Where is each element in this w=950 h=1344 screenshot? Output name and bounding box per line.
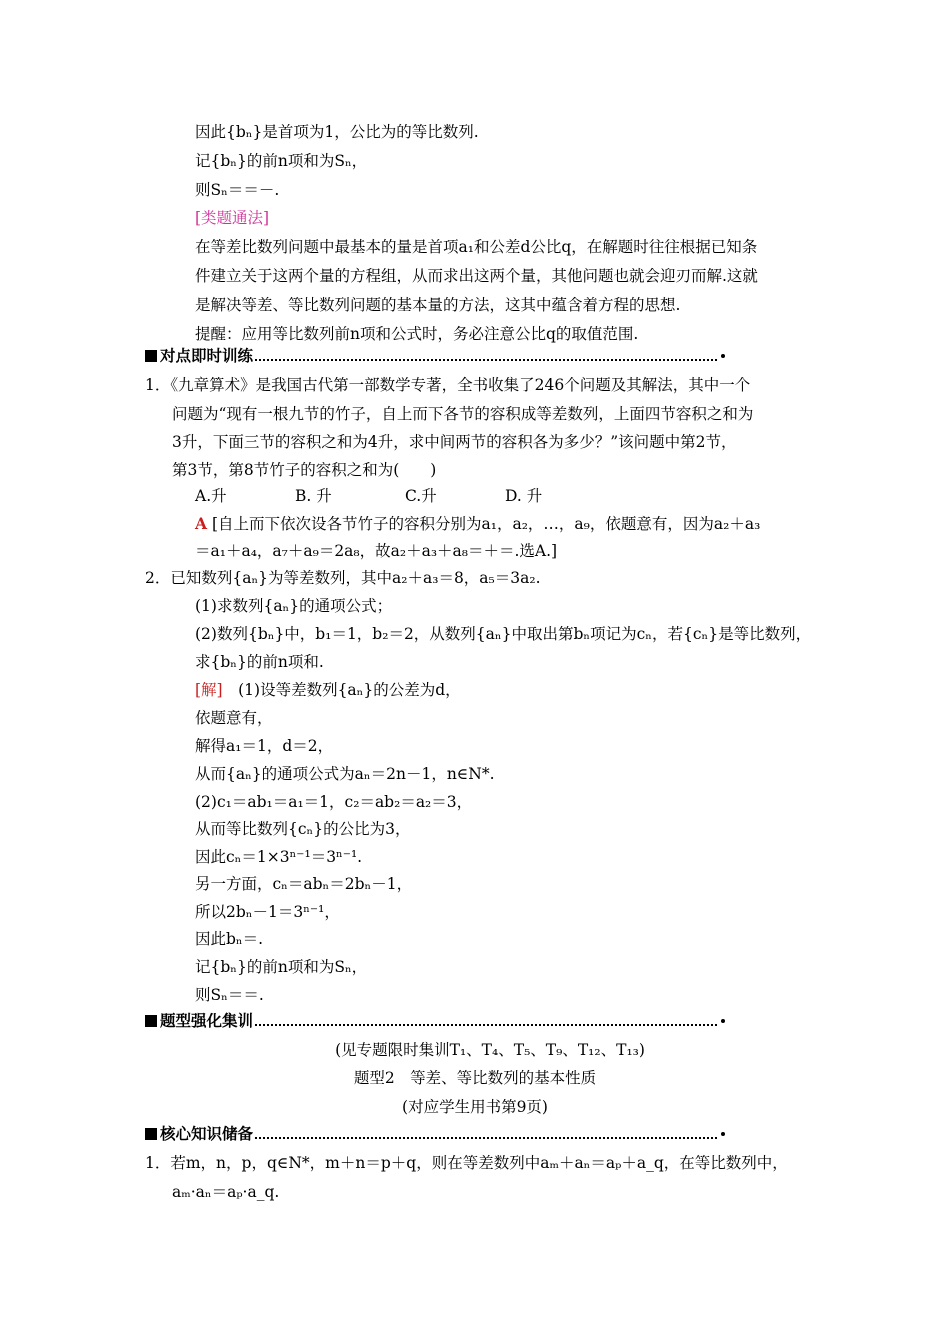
section-header (145, 346, 725, 366)
answer-text: [自上而下依次设各节竹子的容积分别为a₁，a₂，…，a₉，依题意有，因为a₂＋a₃ (207, 515, 761, 533)
question-line: (1)求数列{aₙ}的通项公式； (195, 597, 393, 615)
question-line: 求{bₙ}的前n项和. (195, 653, 324, 671)
solution-line: 另一方面，cₙ＝abₙ＝2bₙ－1， (195, 875, 413, 893)
method-heading: [类题通法] (195, 209, 270, 227)
answer-letter: A (195, 514, 208, 533)
solution-line: 从而等比数列{cₙ}的公比为3， (195, 820, 411, 838)
question-line: 1．《九章算术》是我国古代第一部数学专著，全书收集了246个问题及其解法，其中一个 (145, 376, 751, 394)
solution-line: 因此bₙ＝. (195, 930, 264, 948)
solution-label: [解] (195, 681, 223, 699)
solution-line: 从而{aₙ}的通项公式为aₙ＝2n－1，n∈N*. (195, 765, 495, 783)
square-bullet-icon (145, 1128, 157, 1140)
solution-line: 所以2bₙ－1＝3ⁿ⁻¹， (195, 903, 340, 921)
solution-line: 解得a₁＝1，d＝2， (195, 737, 334, 755)
text-line: 提醒：应用等比数列前n项和公式时，务必注意公比q的取值范围. (195, 325, 639, 343)
option-b: B. 升 (295, 487, 332, 505)
reference-note: (对应学生用书第9页) (402, 1098, 548, 1116)
square-bullet-icon (145, 350, 157, 362)
dotted-leader (255, 359, 717, 361)
reference-note: (见专题限时集训T₁、T₄、T₅、T₉、T₁₂、T₁₃) (335, 1041, 645, 1059)
option-a: A.升 (195, 487, 227, 505)
dot-end-icon (721, 1132, 725, 1136)
question-line: (2)数列{bₙ}中，b₁＝1，b₂＝2，从数列{aₙ}中取出第bₙ项记为cₙ，若{cₙ}是等比数列， (195, 625, 812, 643)
solution-line: 记{bₙ}的前n项和为Sₙ， (195, 958, 368, 976)
text-line: 在等差比数列问题中最基本的量是首项a₁和公差d公比q，在解题时往往根据已知条 (195, 238, 758, 256)
text-line: 则Sₙ＝＝－. (195, 181, 280, 199)
section-header (145, 1011, 725, 1031)
text-line: 是解决等差、等比数列问题的基本量的方法，这其中蕴含着方程的思想. (195, 296, 681, 314)
solution-text: (1)设等差数列{aₙ}的公差为d， (222, 681, 461, 699)
text-line: 记{bₙ}的前n项和为Sₙ， (195, 152, 368, 170)
text-line: 因此{bₙ}是首项为1，公比为的等比数列. (195, 123, 479, 141)
dot-end-icon (721, 1019, 725, 1023)
section-header (145, 1124, 725, 1144)
solution-line: 因此cₙ＝1×3ⁿ⁻¹＝3ⁿ⁻¹. (195, 848, 363, 866)
option-d: D. 升 (505, 487, 543, 505)
dot-end-icon (721, 354, 725, 358)
solution-line: (2)c₁＝ab₁＝a₁＝1，c₂＝ab₂＝a₂＝3， (195, 793, 473, 811)
solution-line: 则Sₙ＝＝. (195, 986, 264, 1004)
dotted-leader (255, 1137, 717, 1139)
option-c: C.升 (405, 487, 437, 505)
question-line: 问题为“现有一根九节的竹子，自上而下各节的容积成等差数列，上面四节容积之和为 (172, 405, 754, 423)
section-title: 对点即时训练 (160, 346, 254, 365)
text-line: 件建立关于这两个量的方程组，从而求出这两个量，其他问题也就会迎刃而解.这就 (195, 267, 758, 285)
question-line: 第3节，第8节竹子的容积之和为( ) (172, 461, 437, 479)
knowledge-line: 1．若m，n，p，q∈N*，m＋n＝p＋q，则在等差数列中aₘ＋aₙ＝aₚ＋a_q，在等比数列中， (145, 1154, 788, 1172)
solution-line (195, 680, 461, 700)
topic-title: 题型2 等差、等比数列的基本性质 (353, 1069, 597, 1087)
solution-line: 依题意有， (195, 709, 273, 727)
answer-line: ＝a₁＋a₄，a₇＋a₉＝2a₈，故a₂＋a₃＋a₈＝＋＝.选A.] (195, 542, 558, 560)
square-bullet-icon (145, 1015, 157, 1027)
question-line: 3升，下面三节的容积之和为4升，求中间两节的容积各为多少？”该问题中第2节， (172, 433, 737, 451)
answer-line (195, 514, 760, 534)
dotted-leader (255, 1024, 717, 1026)
section-title: 题型强化集训 (160, 1011, 254, 1030)
question-line: 2．已知数列{aₙ}为等差数列，其中a₂＋a₃＝8，a₅＝3a₂. (145, 569, 541, 587)
section-title: 核心知识储备 (160, 1124, 254, 1143)
knowledge-line: aₘ·aₙ＝aₚ·a_q. (172, 1183, 280, 1201)
